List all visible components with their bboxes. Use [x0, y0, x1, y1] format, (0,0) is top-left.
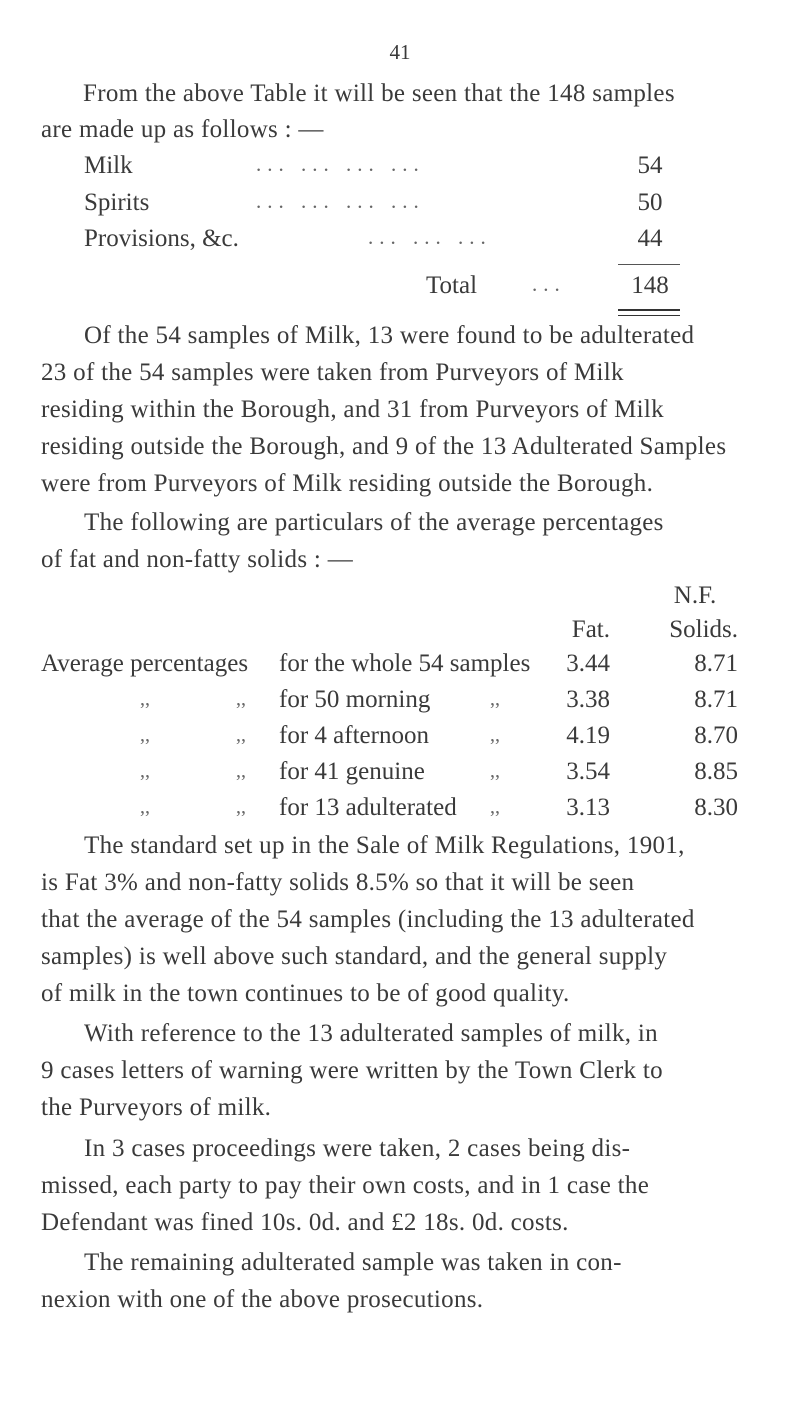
- ditto-mark: ,,: [236, 688, 246, 710]
- table-row-desc: for 13 adulterated: [279, 794, 457, 821]
- leader-dots: ...: [532, 272, 566, 296]
- ditto-mark: ,,: [490, 796, 500, 818]
- table-cell-nf: 8.30: [694, 794, 738, 821]
- ditto-mark: ,,: [140, 796, 150, 818]
- sum-rule: [618, 264, 680, 265]
- table-row-desc: for the whole 54 samples: [279, 650, 531, 677]
- table-row-label: Average percentages: [41, 650, 249, 677]
- paragraph-line: The standard set up in the Sale of Milk Regulations, 1901,: [84, 832, 685, 859]
- leader-dots: ... ... ...: [368, 225, 492, 249]
- intro-line-1: From the above Table it will be seen that the 148 samples: [83, 80, 675, 107]
- paragraph-line: of fat and non-fatty solids : —: [41, 546, 354, 573]
- paragraph-line: 23 of the 54 samples were taken from Purveyors of Milk: [41, 359, 624, 386]
- table-cell-fat: 3.13: [566, 794, 610, 821]
- paragraph-line: were from Purveyors of Milk residing outside the Borough.: [41, 470, 654, 497]
- column-header-nf: N.F.: [673, 582, 717, 609]
- total-double-rule: [618, 309, 680, 316]
- paragraph-line: residing within the Borough, and 31 from Purveyors of Milk: [41, 396, 664, 423]
- list-item-value: 44: [637, 225, 663, 252]
- paragraph-line: With reference to the 13 adulterated samples of milk, in: [84, 1020, 658, 1047]
- paragraph-line: The following are particulars of the average percentages: [84, 509, 664, 536]
- ditto-mark: ,,: [236, 724, 246, 746]
- table-row-desc: for 4 afternoon: [279, 722, 429, 749]
- list-item-label: Milk: [84, 152, 133, 179]
- paragraph-line: Defendant was fined 10s. 0d. and £2 18s. 0d. costs.: [41, 1209, 569, 1236]
- table-cell-nf: 8.71: [694, 686, 738, 713]
- paragraph-line: missed, each party to pay their own costs, and in 1 case the: [41, 1172, 650, 1199]
- table-cell-fat: 3.38: [566, 686, 610, 713]
- paragraph-line: of milk in the town continues to be of good quality.: [41, 980, 570, 1007]
- paragraph-line: samples) is well above such standard, and the general supply: [41, 943, 668, 970]
- paragraph-line: that the average of the 54 samples (including the 13 adulterated: [41, 906, 695, 933]
- ditto-mark: ,,: [236, 760, 246, 782]
- ditto-mark: ,,: [140, 760, 150, 782]
- ditto-mark: ,,: [490, 688, 500, 710]
- paragraph-line: The remaining adulterated sample was taken in con-: [84, 1249, 622, 1276]
- paragraph-line: is Fat 3% and non-fatty solids 8.5% so that it will be seen: [41, 869, 635, 896]
- ditto-mark: ,,: [236, 796, 246, 818]
- column-header-solids: Solids.: [669, 616, 738, 643]
- paragraph-line: 9 cases letters of warning were written by the Town Clerk to: [41, 1057, 663, 1084]
- total-label: Total: [426, 272, 478, 299]
- table-cell-fat: 3.54: [566, 758, 610, 785]
- list-item-label: Spirits: [84, 189, 150, 216]
- column-header-fat: Fat.: [571, 616, 610, 643]
- ditto-mark: ,,: [490, 760, 500, 782]
- paragraph-line: residing outside the Borough, and 9 of the 13 Adulterated Samples: [41, 433, 727, 460]
- table-row-desc: for 41 genuine: [279, 758, 425, 785]
- leader-dots: ... ... ... ...: [256, 189, 425, 213]
- list-item-value: 50: [637, 189, 663, 216]
- table-row-desc: for 50 morning: [279, 686, 431, 713]
- page-number: 41: [389, 40, 411, 64]
- paragraph-line: In 3 cases proceedings were taken, 2 cases being dis-: [84, 1135, 631, 1162]
- table-cell-nf: 8.70: [694, 722, 738, 749]
- table-cell-nf: 8.85: [694, 758, 738, 785]
- list-item-value: 54: [637, 152, 663, 179]
- ditto-mark: ,,: [490, 724, 500, 746]
- ditto-mark: ,,: [140, 724, 150, 746]
- intro-line-2: are made up as follows : —: [41, 116, 324, 143]
- list-item-label: Provisions, &c.: [84, 225, 239, 252]
- table-cell-fat: 4.19: [566, 722, 610, 749]
- table-cell-fat: 3.44: [566, 650, 610, 677]
- paragraph-line: the Purveyors of milk.: [41, 1094, 272, 1121]
- leader-dots: ... ... ... ...: [256, 152, 425, 176]
- table-cell-nf: 8.71: [694, 650, 738, 677]
- ditto-mark: ,,: [140, 688, 150, 710]
- paragraph-line: Of the 54 samples of Milk, 13 were found to be adulterated: [84, 322, 695, 349]
- paragraph-line: nexion with one of the above prosecutions.: [41, 1286, 484, 1313]
- total-value: 148: [631, 272, 669, 299]
